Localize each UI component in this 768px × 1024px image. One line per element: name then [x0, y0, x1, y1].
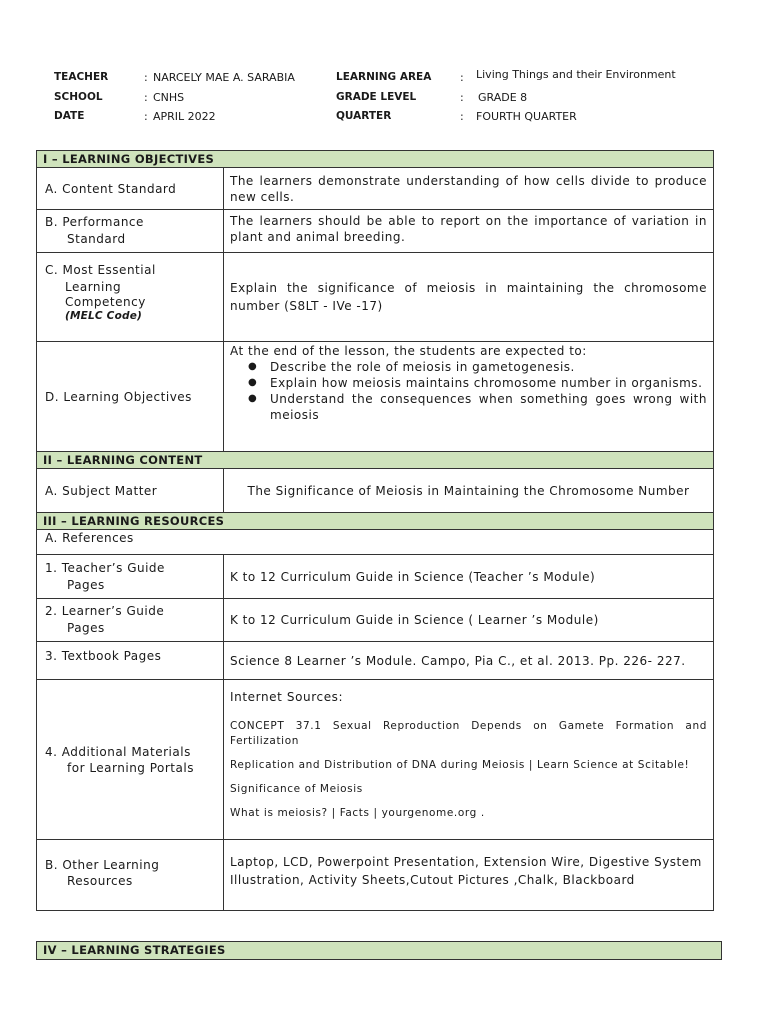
lesson-plan-header	[54, 68, 734, 127]
learning-area-value: Living Things and their Environment	[476, 68, 676, 81]
section-learning-resources	[37, 513, 714, 530]
colon: :	[144, 71, 148, 84]
label-line: Resources	[67, 874, 133, 888]
learning-area-label: LEARNING AREA	[336, 71, 432, 83]
row-performance-standard	[37, 210, 714, 253]
header-row-1	[54, 68, 734, 88]
content-standard-value: The learners demonstrate understanding of how cells divide to produce new cells.	[224, 168, 714, 210]
grade-level-value: GRADE 8	[478, 90, 528, 104]
melc-label	[37, 253, 224, 342]
row-textbook-pages	[37, 642, 714, 680]
row-content-standard	[37, 168, 714, 210]
colon: :	[144, 110, 148, 123]
school-value: CNHS	[153, 90, 185, 104]
label-line: B. Performance	[45, 215, 144, 229]
row-additional-materials	[37, 680, 714, 840]
internet-sources-heading: Internet Sources:	[230, 690, 344, 704]
teachers-guide-value: K to 12 Curriculum Guide in Science (Teacher ’s Module)	[224, 555, 714, 599]
label-line: 4. Additional Materials	[45, 744, 191, 759]
performance-standard-label	[37, 210, 224, 253]
internet-source-item: CONCEPT 37.1 Sexual Reproduction Depends on Gamete Formation and Fertilization	[230, 720, 707, 747]
label-line: 2. Learner’s Guide	[45, 604, 165, 618]
colon: :	[460, 110, 464, 123]
melc-value: Explain the significance of meiosis in maintaining the chromosome number (S8LT - IVe -17)	[224, 253, 714, 342]
learning-objectives-intro: At the end of the lesson, the students are expected to:	[230, 344, 587, 358]
label-line: for Learning Portals	[67, 760, 194, 775]
label-line: Pages	[67, 577, 105, 592]
subject-matter-value: The Significance of Meiosis in Maintaining the Chromosome Number	[224, 469, 714, 513]
header-row-2	[54, 88, 734, 108]
row-learning-objectives	[37, 342, 714, 452]
objectives-list	[230, 359, 707, 423]
date-label: DATE	[54, 110, 85, 122]
lesson-plan-table	[36, 150, 714, 911]
list-item: ● Understand the consequences when something goes wrong with meiosis	[270, 391, 707, 423]
quarter-label: QUARTER	[336, 110, 392, 122]
label-line: Pages	[67, 621, 105, 635]
label-line: Competency	[65, 295, 146, 309]
label-line: Learning	[65, 280, 122, 294]
melc-code-label: (MELC Code)	[65, 310, 143, 322]
references-label: A. References	[37, 530, 714, 555]
textbook-pages-label: 3. Textbook Pages	[37, 642, 224, 680]
label-line: 1. Teacher’s Guide	[45, 560, 165, 575]
learners-guide-value: K to 12 Curriculum Guide in Science ( Learner ’s Module)	[224, 599, 714, 642]
list-item: ● Describe the role of meiosis in gametogenesis.	[270, 359, 707, 375]
row-other-resources	[37, 840, 714, 911]
list-item: ● Explain how meiosis maintains chromosome number in organisms.	[270, 375, 707, 391]
grade-level-label: GRADE LEVEL	[336, 90, 417, 103]
section-title: II – LEARNING CONTENT	[37, 452, 714, 469]
section-learning-strategies: IV – LEARNING STRATEGIES	[36, 941, 722, 960]
teacher-label: TEACHER	[54, 71, 109, 83]
section-learning-objectives	[37, 151, 714, 168]
learning-objectives-value	[224, 342, 714, 452]
colon: :	[460, 90, 464, 104]
row-subject-matter	[37, 469, 714, 513]
section-learning-content	[37, 452, 714, 469]
header-row-3	[54, 107, 734, 127]
school-label: SCHOOL	[54, 90, 103, 103]
additional-materials-label	[37, 680, 224, 840]
date-value: APRIL 2022	[153, 110, 216, 123]
performance-standard-value: The learners should be able to report on the importance of variation in plant and animal breeding.	[224, 210, 714, 253]
row-references	[37, 530, 714, 555]
label-line: Standard	[67, 232, 126, 246]
content-standard-label: A. Content Standard	[37, 168, 224, 210]
row-learners-guide	[37, 599, 714, 642]
colon: :	[460, 71, 464, 84]
teacher-value: NARCELY MAE A. SARABIA	[153, 71, 295, 84]
additional-materials-value	[224, 680, 714, 840]
internet-source-item: What is meiosis? | Facts | yourgenome.org .	[230, 807, 485, 819]
label-line: B. Other Learning	[45, 858, 160, 872]
other-resources-label	[37, 840, 224, 911]
learning-objectives-label: D. Learning Objectives	[37, 342, 224, 452]
textbook-pages-value: Science 8 Learner ’s Module. Campo, Pia C., et al. 2013. Pp. 226- 227.	[224, 642, 714, 680]
label-line: C. Most Essential	[45, 263, 156, 277]
row-melc	[37, 253, 714, 342]
learners-guide-label	[37, 599, 224, 642]
subject-matter-label: A. Subject Matter	[37, 469, 224, 513]
quarter-value: FOURTH QUARTER	[476, 110, 577, 123]
internet-source-item: Significance of Meiosis	[230, 783, 363, 795]
row-teachers-guide	[37, 555, 714, 599]
teachers-guide-label	[37, 555, 224, 599]
section-title: III – LEARNING RESOURCES	[37, 513, 714, 530]
other-resources-value: Laptop, LCD, Powerpoint Presentation, Extension Wire, Digestive System Illustration, Activity Sheets,Cutout Pictures ,Chalk, Blackboard	[224, 840, 714, 911]
section-title: I – LEARNING OBJECTIVES	[37, 151, 714, 168]
internet-source-item: Replication and Distribution of DNA during Meiosis | Learn Science at Scitable!	[230, 759, 690, 771]
colon: :	[144, 90, 148, 104]
